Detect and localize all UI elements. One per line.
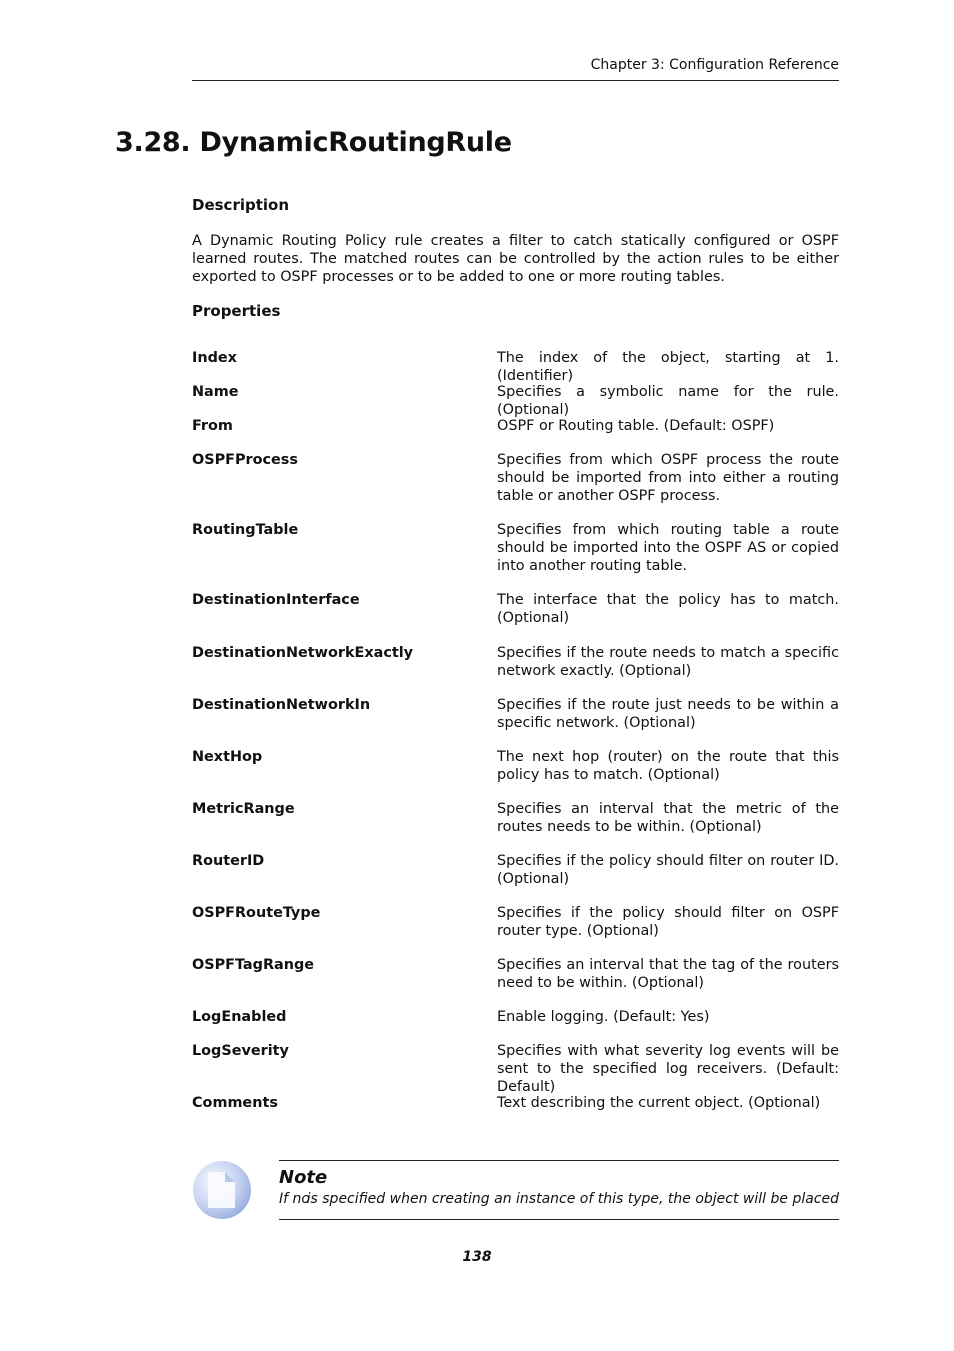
properties-heading: Properties xyxy=(192,302,281,320)
note-rule-top xyxy=(279,1160,839,1161)
property-description: Specifies if the policy should filter on router ID. (Optional) xyxy=(497,853,839,887)
property-name: DestinationNetworkExactly xyxy=(192,645,414,661)
property-name: OSPFProcess xyxy=(192,452,298,468)
property-description: Specifies from which routing table a route should be imported into the OSPF AS or copied into another routing table. xyxy=(497,522,839,574)
note-icon xyxy=(192,1160,252,1220)
page-number: 138 xyxy=(462,1249,492,1265)
property-description: Specifies from which OSPF process the route should be imported from into either a routing table or another OSPF process. xyxy=(497,452,839,504)
property-description: Specifies with what severity log events will be sent to the specified log receivers. (Default: Default) xyxy=(497,1043,839,1095)
property-name: RoutingTable xyxy=(192,522,299,538)
property-name: DestinationNetworkIn xyxy=(192,697,371,713)
note-rule-bottom xyxy=(279,1219,839,1220)
property-name: LogEnabled xyxy=(192,1009,287,1025)
property-name: LogSeverity xyxy=(192,1043,289,1059)
property-description: Specifies if the policy should filter on OSPF router type. (Optional) xyxy=(497,905,839,939)
property-description: Specifies an interval that the metric of the routes needs to be within. (Optional) xyxy=(497,801,839,835)
property-description: Enable logging. (Default: Yes) xyxy=(497,1009,710,1025)
property-name: NextHop xyxy=(192,749,263,765)
property-name: RouterID xyxy=(192,853,265,869)
property-description: Specifies if the route just needs to be within a specific network. (Optional) xyxy=(497,697,839,731)
property-description: Specifies a symbolic name for the rule. (Optional) xyxy=(497,384,839,418)
header-rule xyxy=(192,80,839,81)
note-text-right: is specified when creating an instance of this type, the object will be placed xyxy=(306,1191,839,1207)
property-description: The next hop (router) on the route that this policy has to match. (Optional) xyxy=(497,749,839,783)
property-name: Index xyxy=(192,350,237,366)
note-text-left: If no xyxy=(279,1191,310,1207)
property-name: Comments xyxy=(192,1095,278,1111)
property-description: Specifies an interval that the tag of the routers need to be within. (Optional) xyxy=(497,957,839,991)
property-name: MetricRange xyxy=(192,801,295,817)
property-name: From xyxy=(192,418,233,434)
property-name: Name xyxy=(192,384,239,400)
property-description: OSPF or Routing table. (Default: OSPF) xyxy=(497,418,775,434)
property-name: OSPFRouteType xyxy=(192,905,321,921)
note-title: Note xyxy=(279,1167,328,1188)
description-text: A Dynamic Routing Policy rule creates a filter to catch statically configured or OSPF learned routes. The matched routes can be controlled by the action rules to be either exported to OSPF processes or to be added to one or more routing tables. xyxy=(192,233,839,285)
property-name: DestinationInterface xyxy=(192,592,360,608)
property-description: Text describing the current object. (Optional) xyxy=(497,1095,821,1111)
description-heading: Description xyxy=(192,196,290,214)
running-header: Chapter 3: Configuration Reference xyxy=(590,57,839,73)
property-description: The interface that the policy has to match. (Optional) xyxy=(497,592,839,626)
note-text xyxy=(279,1189,839,1209)
property-description: The index of the object, starting at 1. (Identifier) xyxy=(497,350,839,384)
property-description: Specifies if the route needs to match a specific network exactly. (Optional) xyxy=(497,645,839,679)
property-name: OSPFTagRange xyxy=(192,957,315,973)
section-title: 3.28. DynamicRoutingRule xyxy=(115,127,512,158)
